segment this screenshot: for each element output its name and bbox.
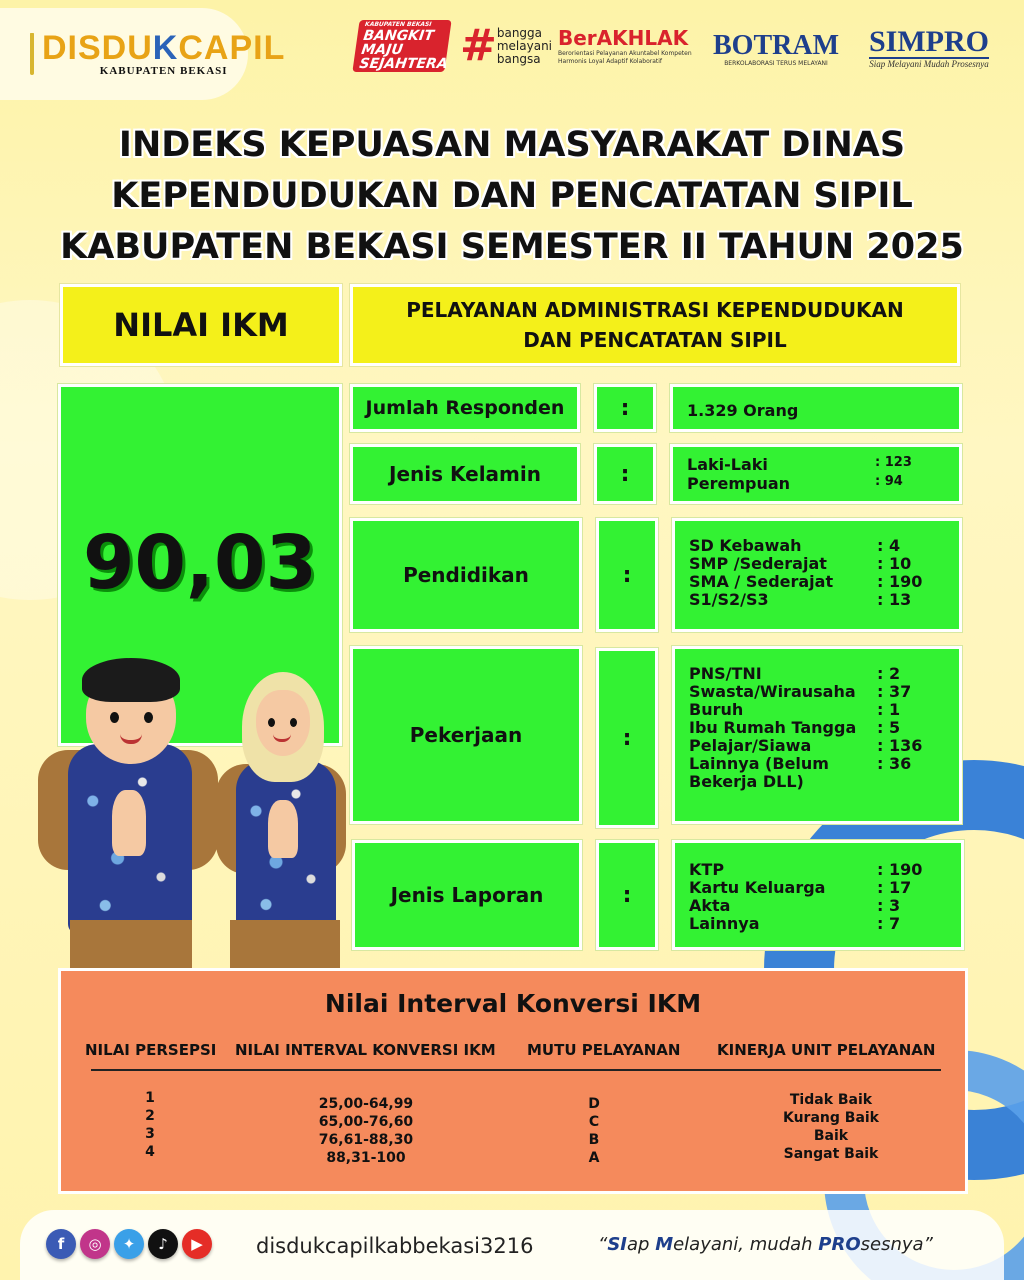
kinerja-column: Tidak Baik Kurang Baik Baik Sangat Baik [782, 1092, 879, 1162]
logo-subtitle: KABUPATEN BEKASI [99, 65, 228, 77]
kelamin-colon: : [594, 444, 656, 504]
logo-brand: DISDUKCAPIL [42, 29, 286, 67]
responden-colon: : [594, 384, 656, 432]
header-divider [91, 1069, 941, 1071]
twitter-icon[interactable]: ✦ [114, 1229, 144, 1259]
responden-value: 1.329 Orang [670, 384, 962, 432]
facebook-icon[interactable]: f [46, 1229, 76, 1259]
header-nilai-persepsi: NILAI PERSEPSI [85, 1041, 217, 1059]
pekerjaan-row: Pelajar/Siawa : 136 [689, 736, 923, 755]
male-hair [82, 658, 180, 702]
pekerjaan-label: Pekerjaan [350, 646, 582, 824]
bangkit-badge: KABUPATEN BEKASI BANGKIT MAJU SEJAHTERA [352, 20, 451, 72]
botram-badge: BOTRAM BERKOLABORASI TERUS MELAYANI [713, 29, 839, 67]
social-handle[interactable]: disdukcapilkabbekasi3216 [256, 1234, 534, 1258]
bangga-melayani-badge: # bangga melayani bangsa [459, 20, 553, 71]
laporan-values [672, 840, 964, 950]
header-mutu-pelayanan: MUTU PELAYANAN [527, 1041, 681, 1059]
pendidikan-label: Pendidikan [350, 518, 582, 632]
page-title: INDEKS KEPUASAN MASYARAKAT DINAS KEPENDUDUKAN DAN PENCATATAN SIPIL KABUPATEN BEKASI SEMESTER II TAHUN 2025 [60, 125, 964, 267]
pelayanan-header: PELAYANAN ADMINISTRASI KEPENDUDUKAN DAN PENCATATAN SIPIL [350, 284, 960, 366]
responden-label: Jumlah Responden [350, 384, 580, 432]
ikm-score: 90,03 [82, 520, 318, 606]
laporan-label: Jenis Laporan [352, 840, 582, 950]
female-face [256, 690, 310, 756]
interval-konversi-panel [58, 968, 968, 1194]
kelamin-values [670, 444, 962, 504]
pendidikan-row: SMP /Sederajat : 10 [689, 554, 912, 573]
kelamin-label: Jenis Kelamin [350, 444, 580, 504]
tiktok-icon[interactable]: ♪ [148, 1229, 178, 1259]
pendidikan-colon: : [596, 518, 658, 632]
konversi-column: 25,00-64,99 65,00-76,60 76,61-88,30 88,31-100 [318, 1096, 414, 1166]
laporan-row: Kartu Keluarga : 17 [689, 878, 912, 897]
instagram-icon[interactable]: ◎ [80, 1229, 110, 1259]
sampro-badge: SIMPRO Siap Melayani Mudah Prosesnya [869, 25, 989, 69]
pekerjaan-row: Ibu Rumah Tangga : 5 [689, 718, 901, 737]
pekerjaan-row: Buruh : 1 [689, 700, 901, 719]
disdukcapil-logo [0, 8, 286, 100]
pendidikan-row: SD Kebawah : 4 [689, 536, 901, 555]
laporan-colon: : [596, 840, 658, 950]
laporan-row: Akta : 3 [689, 896, 901, 915]
pekerjaan-row: Bekerja DLL) [689, 772, 804, 791]
header-interval-konversi: NILAI INTERVAL KONVERSI IKM [235, 1041, 496, 1059]
pekerjaan-colon: : [596, 648, 658, 828]
mutu-column: D C B A [588, 1096, 600, 1166]
pendidikan-row: S1/S2/S3 : 13 [689, 590, 912, 609]
berakhlak-badge: BerAKHLAK Berorientasi Pelayanan Akuntabel Kompeten Harmonis Loyal Adaptif Kolaboratif [558, 26, 692, 65]
female-hands [268, 800, 298, 858]
male-hands [112, 790, 146, 856]
hashtag-icon: # [459, 20, 497, 71]
pekerjaan-row: Swasta/Wirausaha : 37 [689, 682, 912, 701]
nilai-ikm-header: NILAI IKM [60, 284, 342, 366]
tagline: “SIap Melayani, mudah PROsesnya” [598, 1234, 933, 1255]
kelamin-row: Laki-Laki : 123 [687, 455, 912, 474]
laporan-row: KTP : 190 [689, 860, 923, 879]
kabupaten-crest-icon [30, 33, 34, 75]
interval-title: Nilai Interval Konversi IKM [324, 989, 702, 1018]
youtube-icon[interactable]: ▶ [182, 1229, 212, 1259]
pekerjaan-row: Lainnya (Belum : 36 [689, 754, 912, 773]
laporan-row: Lainnya : 7 [689, 914, 901, 933]
kelamin-row: Perempuan : 94 [687, 474, 903, 493]
pendidikan-row: SMA / Sederajat : 190 [689, 572, 923, 591]
persepsi-column: 1 2 3 4 [145, 1090, 155, 1160]
header-kinerja-unit: KINERJA UNIT PELAYANAN [717, 1041, 936, 1059]
pekerjaan-row: PNS/TNI : 2 [689, 664, 901, 683]
pendidikan-values [672, 518, 962, 632]
staff-illustration [30, 640, 350, 970]
pekerjaan-values [672, 646, 962, 824]
